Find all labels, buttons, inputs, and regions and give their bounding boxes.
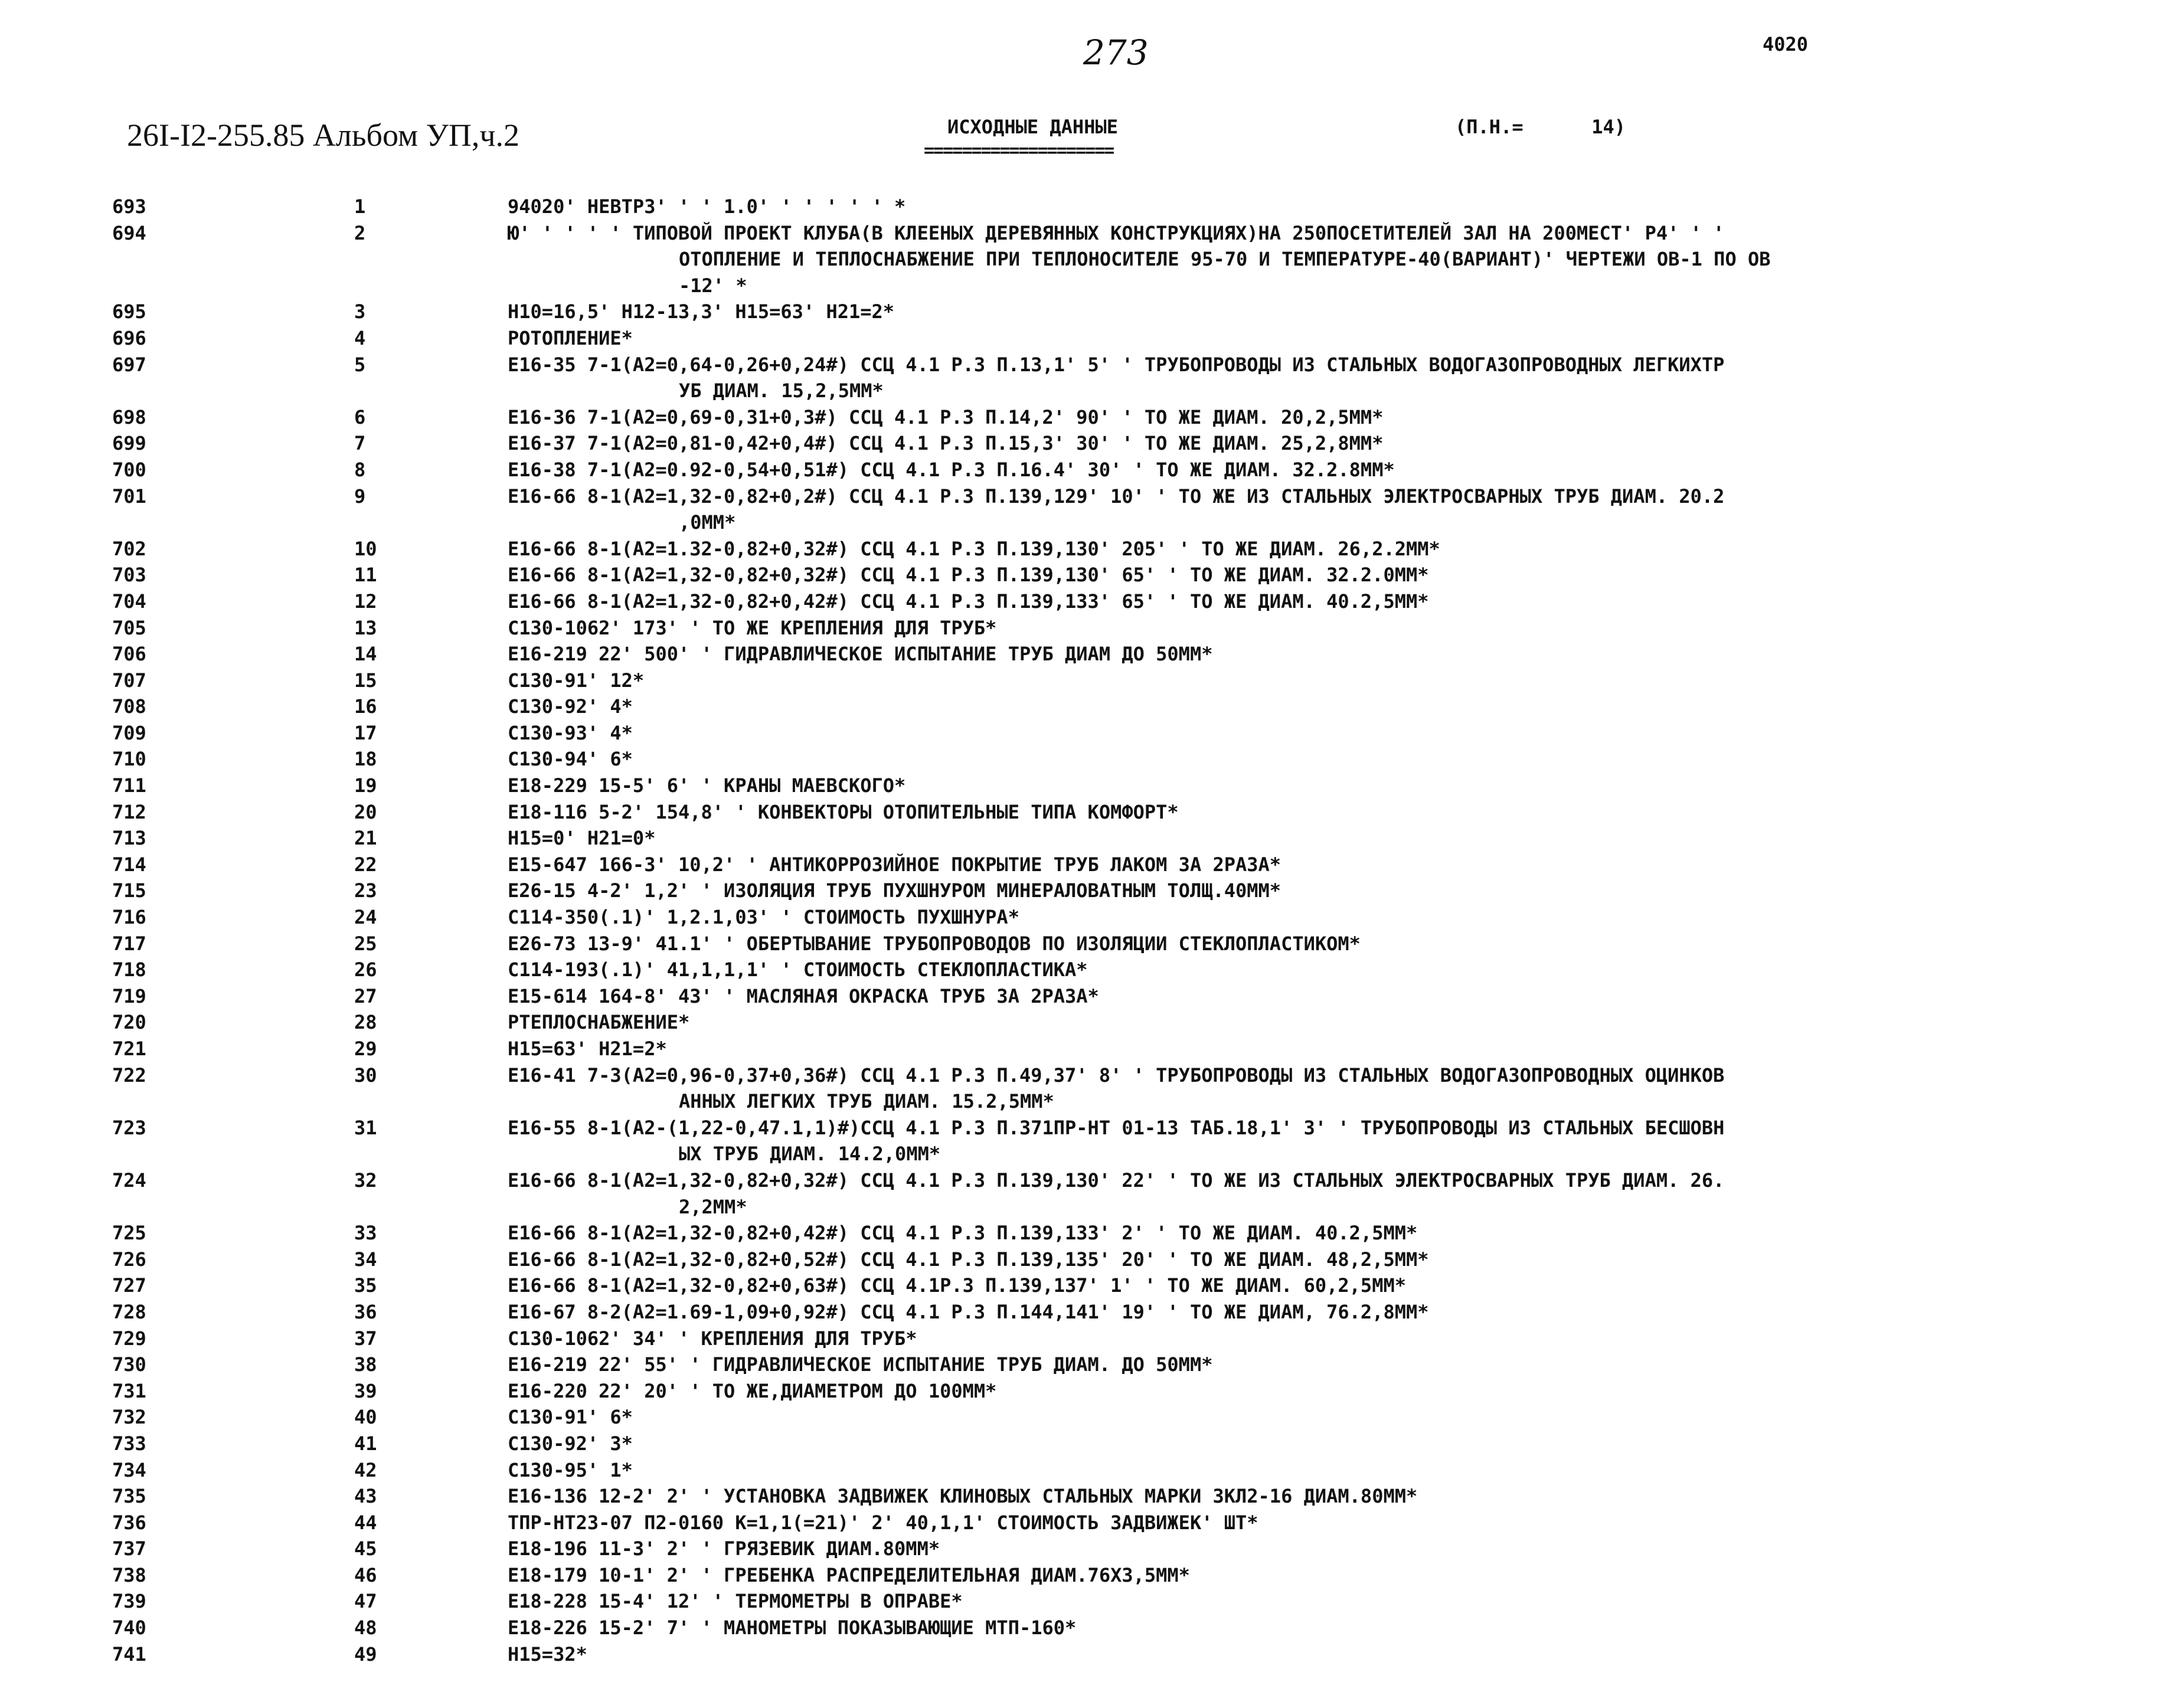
record-continuation-line: ОТОПЛЕНИЕ И ТЕПЛОСНАБЖЕНИЕ ПРИ ТЕПЛОНОСИТЕЛЕ 95-70 И ТЕМПЕРАТУРЕ-40(ВАРИАНТ)' ЧЕРТЕЖИ ОВ-1 ПО ОВ: [679, 248, 1771, 271]
listing-record: [112, 536, 2090, 562]
record-text: [508, 325, 2090, 352]
record-number: 731: [112, 1379, 146, 1402]
listing-record: [112, 194, 2090, 220]
record-text: [508, 615, 2090, 642]
line-number: 12: [354, 590, 377, 613]
line-number: 45: [354, 1537, 377, 1560]
record-text-line: Е16-55 8-1(А2-(1,22-0,47.1,1)#)ССЦ 4.1 Р.3 П.371ПР-НТ 01-13 ТАБ.18,1' 3' ' ТРУБОПРОВОДЫ ИЗ СТАЛЬНЫХ БЕСШОВН: [508, 1116, 1725, 1139]
record-number: 705: [112, 616, 146, 639]
record-text: [508, 693, 2090, 720]
line-number: 6: [354, 405, 366, 428]
line-number: 43: [354, 1485, 377, 1508]
record-text: [508, 1483, 2090, 1510]
listing-record: [112, 1615, 2090, 1641]
listing-record: [112, 773, 2090, 799]
record-number: 725: [112, 1222, 146, 1245]
line-number: 9: [354, 485, 366, 508]
record-number: 707: [112, 669, 146, 692]
line-number: 34: [354, 1248, 377, 1271]
listing-record: [112, 957, 2090, 983]
listing-record: [112, 1009, 2090, 1036]
record-number: 737: [112, 1537, 146, 1560]
record-number: 729: [112, 1327, 146, 1350]
listing-record: [112, 1536, 2090, 1562]
listing-record: [112, 325, 2090, 352]
record-number: 713: [112, 827, 146, 850]
record-text-line: С130-94' 6*: [508, 748, 633, 771]
listing-record: [112, 615, 2090, 642]
listing-record: [112, 852, 2090, 878]
record-text: [508, 1167, 2090, 1220]
record-text-line: РТЕПЛОСНАБЖЕНИЕ*: [508, 1011, 690, 1034]
record-text-line: Е16-220 22' 20' ' ТО ЖЕ,ДИАМЕТРОМ ДО 100ММ*: [508, 1379, 997, 1402]
line-number: 35: [354, 1274, 377, 1297]
record-text: [508, 1378, 2090, 1405]
record-number: 726: [112, 1248, 146, 1271]
record-text: [508, 1299, 2090, 1326]
record-text-line: Ю' ' ' ' ' ТИПОВОЙ ПРОЕКТ КЛУБА(В КЛЕЕНЫХ ДЕРЕВЯННЫХ КОНСТРУКЦИЯХ)НА 250ПОСЕТИТЕЛЕЙ ЗАЛ НА 200МЕСТ' Р4' ' ': [508, 221, 1725, 244]
record-number: 717: [112, 932, 146, 955]
record-text-line: Е16-66 8-1(А2=1.32-0,82+0,32#) ССЦ 4.1 Р.3 П.139,130' 205' ' ТО ЖЕ ДИАМ. 26,2.2ММ*: [508, 537, 1440, 560]
listing-record: [112, 1510, 2090, 1536]
listing-record: [112, 1326, 2090, 1352]
record-text: [508, 1326, 2090, 1352]
record-text: [508, 1062, 2090, 1115]
listing-record: [112, 1562, 2090, 1589]
line-number: 20: [354, 800, 377, 823]
line-number: 44: [354, 1511, 377, 1534]
line-number: 28: [354, 1011, 377, 1034]
record-text-line: Е18-226 15-2' 7' ' МАНОМЕТРЫ ПОКАЗЫВАЮЩИЕ МТП-160*: [508, 1617, 1077, 1640]
record-text: [508, 1431, 2090, 1457]
line-number: 18: [354, 748, 377, 771]
record-number: 722: [112, 1064, 146, 1087]
listing-record: [112, 1641, 2090, 1668]
record-number: 708: [112, 695, 146, 718]
line-number: 37: [354, 1327, 377, 1350]
listing-record: [112, 983, 2090, 1010]
record-text: [508, 746, 2090, 773]
record-text-line: Е16-67 8-2(А2=1.69-1,09+0,92#) ССЦ 4.1 Р.3 П.144,141' 19' ' ТО ЖЕ ДИАМ, 76.2,8ММ*: [508, 1300, 1429, 1323]
record-text: [508, 1246, 2090, 1273]
record-number: 716: [112, 906, 146, 929]
record-number: 730: [112, 1353, 146, 1376]
line-number: 13: [354, 616, 377, 639]
listing-record: [112, 1431, 2090, 1457]
line-number: 41: [354, 1432, 377, 1455]
record-text: [508, 1272, 2090, 1299]
listing-record: [112, 641, 2090, 668]
line-number: 30: [354, 1064, 377, 1087]
record-text: [508, 825, 2090, 852]
line-number: 47: [354, 1590, 377, 1613]
listing-record: [112, 1167, 2090, 1220]
record-number: 720: [112, 1011, 146, 1034]
record-text: [508, 562, 2090, 588]
line-number: 36: [354, 1300, 377, 1323]
listing-record: [112, 825, 2090, 852]
record-text-line: С130-93' 4*: [508, 721, 633, 744]
record-text-line: Е18-229 15-5' 6' ' КРАНЫ МАЕВСКОГО*: [508, 774, 906, 797]
record-number: 701: [112, 485, 146, 508]
record-text-line: С114-193(.1)' 41,1,1,1' ' СТОИМОСТЬ СТЕКЛОПЛАСТИКА*: [508, 958, 1088, 981]
record-text: [508, 1615, 2090, 1641]
listing-record: [112, 430, 2090, 457]
record-continuation-line: 2,2ММ*: [679, 1195, 747, 1218]
line-number: 14: [354, 643, 377, 666]
record-number: 734: [112, 1458, 146, 1481]
line-number: 40: [354, 1406, 377, 1429]
line-number: 23: [354, 879, 377, 902]
line-number: 17: [354, 721, 377, 744]
record-text-line: Е26-73 13-9' 41.1' ' ОБЕРТЫВАНИЕ ТРУБОПРОВОДОВ ПО ИЗОЛЯЦИИ СТЕКЛОПЛАСТИКОМ*: [508, 932, 1361, 955]
record-text: [508, 878, 2090, 904]
record-number: 711: [112, 774, 146, 797]
record-number: 727: [112, 1274, 146, 1297]
record-text-line: Н15=63' Н21=2*: [508, 1038, 667, 1060]
record-text-line: С114-350(.1)' 1,2.1,03' ' СТОИМОСТЬ ПУХШНУРА*: [508, 906, 1019, 929]
listing-record: [112, 720, 2090, 747]
record-text-line: Е16-66 8-1(А2=1,32-0,82+0,52#) ССЦ 4.1 Р.3 П.139,135' 20' ' ТО ЖЕ ДИАМ. 48,2,5ММ*: [508, 1248, 1429, 1271]
line-number: 24: [354, 906, 377, 929]
record-text: [508, 1036, 2090, 1062]
record-text: [508, 957, 2090, 983]
record-number: 714: [112, 853, 146, 876]
record-text: [508, 1457, 2090, 1484]
record-text: [508, 588, 2090, 615]
line-number: 15: [354, 669, 377, 692]
listing-record: [112, 1352, 2090, 1378]
record-continuation-line: УБ ДИАМ. 15,2,5ММ*: [679, 379, 884, 403]
record-number: 697: [112, 353, 146, 376]
record-text-line: Н15=0' Н21=0*: [508, 827, 656, 850]
record-text-line: С130-91' 6*: [508, 1406, 633, 1429]
record-text-line: С130-1062' 173' ' ТО ЖЕ КРЕПЛЕНИЯ ДЛЯ ТРУБ*: [508, 616, 997, 639]
record-text: [508, 1641, 2090, 1668]
record-number: 706: [112, 643, 146, 666]
listing-record: [112, 220, 2090, 299]
line-number: 38: [354, 1353, 377, 1376]
record-text-line: Е16-66 8-1(А2=1,32-0,82+0,63#) ССЦ 4.1Р.3 П.139,137' 1' ' ТО ЖЕ ДИАМ. 60,2,5ММ*: [508, 1274, 1406, 1297]
listing-record: [112, 352, 2090, 404]
record-number: 733: [112, 1432, 146, 1455]
line-number: 4: [354, 326, 366, 349]
record-text-line: 94020' НЕВТРЗ' ' ' 1.0' ' ' ' ' ' *: [508, 195, 906, 218]
record-number: 703: [112, 564, 146, 587]
record-text-line: Е15-614 164-8' 43' ' МАСЛЯНАЯ ОКРАСКА ТРУБ ЗА 2РАЗА*: [508, 984, 1099, 1007]
record-text: [508, 852, 2090, 878]
record-text-line: Е16-37 7-1(А2=0,81-0,42+0,4#) ССЦ 4.1 Р.3 П.15,3' 30' ' ТО ЖЕ ДИАМ. 25,2,8ММ*: [508, 432, 1384, 455]
line-number: 1: [354, 195, 366, 218]
record-number: 712: [112, 800, 146, 823]
listing-record: [112, 404, 2090, 431]
line-number: 32: [354, 1169, 377, 1192]
record-text: [508, 299, 2090, 325]
record-text: [508, 1115, 2090, 1167]
record-number: 700: [112, 458, 146, 481]
record-text: [508, 457, 2090, 483]
title-underline: ====================: [924, 140, 1114, 161]
record-text: [508, 799, 2090, 826]
record-text-line: Е16-35 7-1(А2=0,64-0,26+0,24#) ССЦ 4.1 Р.3 П.13,1' 5' ' ТРУБОПРОВОДЫ ИЗ СТАЛЬНЫХ ВОДОГАЗОПРОВОДНЫХ ЛЕГКИХТР: [508, 353, 1725, 376]
record-text-line: С130-1062' 34' ' КРЕПЛЕНИЯ ДЛЯ ТРУБ*: [508, 1327, 917, 1350]
listing-record: [112, 904, 2090, 931]
listing-record: [112, 1246, 2090, 1273]
record-number: 732: [112, 1406, 146, 1429]
record-text-line: С130-92' 3*: [508, 1432, 633, 1455]
line-number: 42: [354, 1458, 377, 1481]
handwritten-page-number: 273: [1083, 32, 1149, 73]
record-number: 709: [112, 721, 146, 744]
record-number: 723: [112, 1116, 146, 1139]
record-text: [508, 720, 2090, 747]
record-text: [508, 194, 2090, 220]
record-number: 710: [112, 748, 146, 771]
record-text-line: Е16-66 8-1(А2=1,32-0,82+0,42#) ССЦ 4.1 Р.3 П.139,133' 2' ' ТО ЖЕ ДИАМ. 40.2,5ММ*: [508, 1222, 1418, 1245]
record-number: 695: [112, 300, 146, 323]
record-text-line: Е26-15 4-2' 1,2' ' ИЗОЛЯЦИЯ ТРУБ ПУХШНУРОМ МИНЕРАЛОВАТНЫМ ТОЛЩ.40ММ*: [508, 879, 1281, 902]
listing-record: [112, 1378, 2090, 1405]
record-number: 699: [112, 432, 146, 455]
record-text-line: РОТОПЛЕНИЕ*: [508, 326, 633, 349]
record-number: 715: [112, 879, 146, 902]
record-text: [508, 1562, 2090, 1589]
record-text-line: Е16-66 8-1(А2=1,32-0,82+0,32#) ССЦ 4.1 Р.3 П.139,130' 22' ' ТО ЖЕ ИЗ СТАЛЬНЫХ ЭЛЕКТРОСВАРНЫХ ТРУБ ДИАМ. 26.: [508, 1169, 1725, 1192]
record-text: [508, 1009, 2090, 1036]
record-text: [508, 220, 2090, 299]
record-continuation-line: -12' *: [679, 274, 747, 297]
line-number: 2: [354, 221, 366, 244]
page-info: (П.Н.= 14): [1455, 116, 1626, 138]
record-number: 704: [112, 590, 146, 613]
line-number: 27: [354, 984, 377, 1007]
record-number: 721: [112, 1038, 146, 1060]
record-text-line: Е18-179 10-1' 2' ' ГРЕБЕНКА РАСПРЕДЕЛИТЕЛЬНАЯ ДИАМ.76Х3,5ММ*: [508, 1563, 1190, 1586]
record-text: [508, 1510, 2090, 1536]
line-number: 3: [354, 300, 366, 323]
record-number: 698: [112, 405, 146, 428]
record-text-line: Е16-66 8-1(А2=1,32-0,82+0,2#) ССЦ 4.1 Р.3 П.139,129' 10' ' ТО ЖЕ ИЗ СТАЛЬНЫХ ЭЛЕКТРОСВАРНЫХ ТРУБ ДИАМ. 20.2: [508, 485, 1725, 508]
record-text: [508, 483, 2090, 536]
listing-record: [112, 1483, 2090, 1510]
listing-record: [112, 483, 2090, 536]
listing-record: [112, 1036, 2090, 1062]
record-number: 735: [112, 1485, 146, 1508]
listing-record: [112, 1115, 2090, 1167]
record-continuation-line: АННЫХ ЛЕГКИХ ТРУБ ДИАМ. 15.2,5ММ*: [679, 1090, 1054, 1113]
record-text-line: Е16-38 7-1(А2=0.92-0,54+0,51#) ССЦ 4.1 Р.3 П.16.4' 30' ' ТО ЖЕ ДИАМ. 32.2.8ММ*: [508, 458, 1395, 481]
record-number: 740: [112, 1617, 146, 1640]
album-designation: 26I-I2-255.85 Альбом УП,ч.2: [127, 117, 520, 153]
listing-record: [112, 878, 2090, 904]
data-listing: [112, 194, 2090, 1667]
listing-record: [112, 1062, 2090, 1115]
record-number: 728: [112, 1300, 146, 1323]
record-text-line: Е16-41 7-3(А2=0,96-0,37+0,36#) ССЦ 4.1 Р.3 П.49,37' 8' ' ТРУБОПРОВОДЫ ИЗ СТАЛЬНЫХ ВОДОГАЗОПРОВОДНЫХ ОЦИНКОВ: [508, 1064, 1725, 1087]
record-text: [508, 983, 2090, 1010]
line-number: 5: [354, 353, 366, 376]
record-text-line: Е18-116 5-2' 154,8' ' КОНВЕКТОРЫ ОТОПИТЕЛЬНЫЕ ТИПА КОМФОРТ*: [508, 800, 1179, 823]
line-number: 29: [354, 1038, 377, 1060]
listing-record: [112, 457, 2090, 483]
record-text-line: Е16-219 22' 500' ' ГИДРАВЛИЧЕСКОЕ ИСПЫТАНИЕ ТРУБ ДИАМ ДО 50ММ*: [508, 643, 1213, 666]
record-number: 718: [112, 958, 146, 981]
listing-record: [112, 1220, 2090, 1246]
line-number: 26: [354, 958, 377, 981]
record-text-line: Н10=16,5' Н12-13,3' Н15=63' Н21=2*: [508, 300, 895, 323]
record-text: [508, 430, 2090, 457]
record-text: [508, 1536, 2090, 1562]
record-text: [508, 1352, 2090, 1378]
record-text-line: Е18-228 15-4' 12' ' ТЕРМОМЕТРЫ В ОПРАВЕ*: [508, 1590, 963, 1613]
record-number: 694: [112, 221, 146, 244]
line-number: 19: [354, 774, 377, 797]
listing-record: [112, 746, 2090, 773]
record-text-line: Е18-196 11-3' 2' ' ГРЯЗЕВИК ДИАМ.80ММ*: [508, 1537, 940, 1560]
record-number: 741: [112, 1642, 146, 1666]
record-text-line: Е16-136 12-2' 2' ' УСТАНОВКА ЗАДВИЖЕК КЛИНОВЫХ СТАЛЬНЫХ МАРКИ 3КЛ2-16 ДИАМ.80ММ*: [508, 1485, 1418, 1508]
record-number: 693: [112, 195, 146, 218]
record-text-line: Е16-66 8-1(А2=1,32-0,82+0,42#) ССЦ 4.1 Р.3 П.139,133' 65' ' ТО ЖЕ ДИАМ. 40.2,5ММ*: [508, 590, 1429, 613]
line-number: 21: [354, 827, 377, 850]
record-continuation-line: ,0ММ*: [679, 511, 736, 534]
listing-record: [112, 931, 2090, 957]
record-number: 702: [112, 537, 146, 560]
record-continuation-line: ЫХ ТРУБ ДИАМ. 14.2,0ММ*: [679, 1143, 941, 1166]
record-text: [508, 1220, 2090, 1246]
record-text: [508, 404, 2090, 431]
listing-record: [112, 588, 2090, 615]
listing-record: [112, 799, 2090, 826]
record-text-line: С130-92' 4*: [508, 695, 633, 718]
line-number: 16: [354, 695, 377, 718]
record-text: [508, 1404, 2090, 1431]
record-text-line: Е16-36 7-1(А2=0,69-0,31+0,3#) ССЦ 4.1 Р.3 П.14,2' 90' ' ТО ЖЕ ДИАМ. 20,2,5ММ*: [508, 405, 1384, 428]
record-number: 724: [112, 1169, 146, 1192]
line-number: 49: [354, 1642, 377, 1666]
record-text-line: Е15-647 166-3' 10,2' ' АНТИКОРРОЗИЙНОЕ ПОКРЫТИЕ ТРУБ ЛАКОМ ЗА 2РАЗА*: [508, 853, 1281, 876]
listing-record: [112, 693, 2090, 720]
record-text-line: С130-95' 1*: [508, 1458, 633, 1481]
line-number: 25: [354, 932, 377, 955]
line-number: 10: [354, 537, 377, 560]
record-text-line: Е16-219 22' 55' ' ГИДРАВЛИЧЕСКОЕ ИСПЫТАНИЕ ТРУБ ДИАМ. ДО 50ММ*: [508, 1353, 1213, 1376]
page-code: 4020: [1763, 33, 1809, 55]
record-number: 736: [112, 1511, 146, 1534]
listing-record: [112, 1457, 2090, 1484]
record-text: [508, 904, 2090, 931]
record-number: 719: [112, 984, 146, 1007]
line-number: 33: [354, 1222, 377, 1245]
listing-record: [112, 299, 2090, 325]
listing-record: [112, 1588, 2090, 1615]
record-text: [508, 536, 2090, 562]
record-text: [508, 931, 2090, 957]
record-text-line: Е16-66 8-1(А2=1,32-0,82+0,32#) ССЦ 4.1 Р.3 П.139,130' 65' ' ТО ЖЕ ДИАМ. 32.2.0ММ*: [508, 564, 1429, 587]
record-text: [508, 773, 2090, 799]
record-text-line: С130-91' 12*: [508, 669, 645, 692]
record-text: [508, 1588, 2090, 1615]
line-number: 22: [354, 853, 377, 876]
listing-record: [112, 1299, 2090, 1326]
record-text: [508, 352, 2090, 404]
record-text-line: Н15=32*: [508, 1642, 587, 1666]
record-text: [508, 668, 2090, 694]
line-number: 31: [354, 1116, 377, 1139]
line-number: 8: [354, 458, 366, 481]
record-number: 738: [112, 1563, 146, 1586]
record-number: 696: [112, 326, 146, 349]
page-title: ИСХОДНЫЕ ДАННЫЕ: [947, 116, 1118, 138]
listing-record: [112, 562, 2090, 588]
listing-record: [112, 1272, 2090, 1299]
record-number: 739: [112, 1590, 146, 1613]
listing-record: [112, 1404, 2090, 1431]
listing-record: [112, 668, 2090, 694]
record-text-line: ТПР-НТ23-07 П2-0160 К=1,1(=21)' 2' 40,1,1' СТОИМОСТЬ ЗАДВИЖЕК' ШТ*: [508, 1511, 1258, 1534]
line-number: 11: [354, 564, 377, 587]
line-number: 46: [354, 1563, 377, 1586]
line-number: 48: [354, 1617, 377, 1640]
line-number: 7: [354, 432, 366, 455]
record-text: [508, 641, 2090, 668]
line-number: 39: [354, 1379, 377, 1402]
